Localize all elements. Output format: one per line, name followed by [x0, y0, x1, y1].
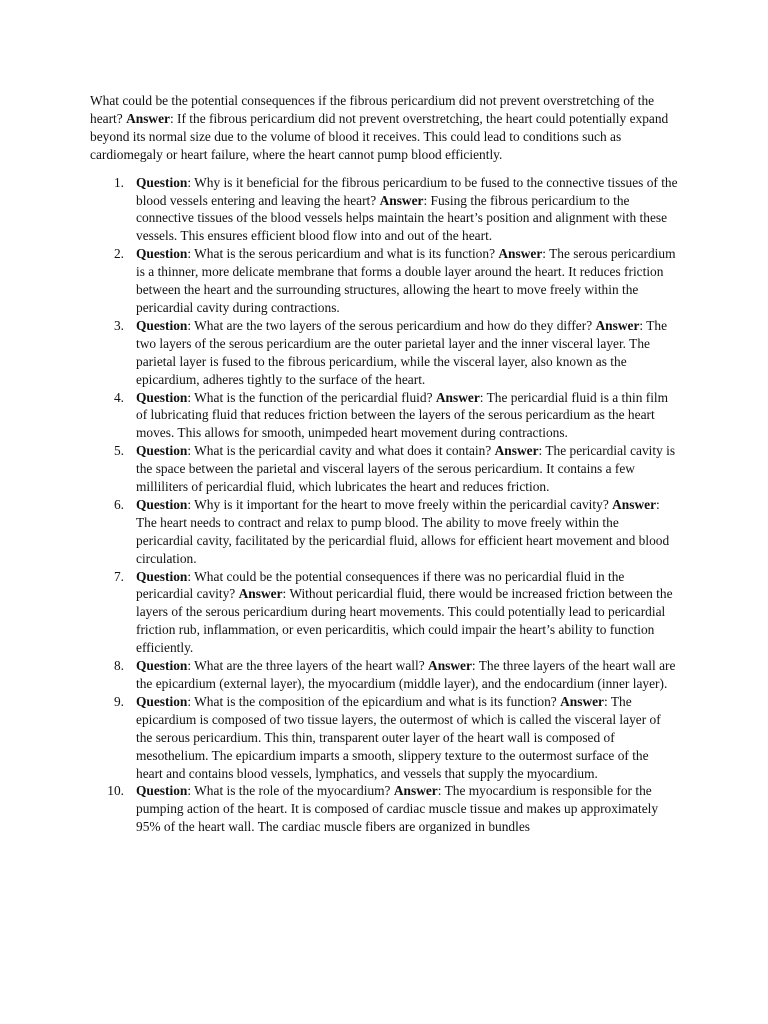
answer-label: Answer [595, 317, 640, 333]
question-text: : What is the composition of the epicardium and what is its function? [187, 693, 557, 709]
answer-label: Answer [435, 389, 480, 405]
list-item [90, 693, 678, 783]
answer-text: : The heart needs to contract and relax to pump blood. The ability to move freely within the pericardial cavity, facilitated by the pericardial fluid, allows for efficient heart movement and blood circulation. [136, 496, 670, 566]
answer-text: : Without pericardial fluid, there would be increased friction between the layers of the serous pericardium during heart movements. This could potentially lead to pericardial friction rub, inflammation, or even pericarditis, which could impair the heart’s ability to function efficiently. [136, 586, 673, 656]
question-text: : What are the two layers of the serous pericardium and how do they differ? [187, 317, 593, 333]
list-item [90, 317, 678, 389]
answer-label: Answer [393, 783, 438, 799]
question-label: Question [136, 246, 188, 262]
list-item [90, 442, 678, 496]
intro-question: What could be the potential consequences if the fibrous pericardium did not prevent overstretching of the heart? [90, 93, 655, 126]
question-label: Question [136, 174, 188, 190]
question-label: Question [136, 317, 188, 333]
question-text: : What could be the potential consequences if there was no pericardial fluid in the pericardial cavity? [136, 568, 625, 602]
intro-answer-label: Answer [126, 110, 170, 126]
answer-text: : Fusing the fibrous pericardium to the connective tissues of the blood vessels helps maintain the heart’s position and alignment with these vessels. This ensures efficient blood flow into and out of the heart. [136, 192, 668, 244]
item-number: 1. [113, 174, 124, 190]
item-number: 10. [107, 783, 124, 799]
answer-label: Answer [560, 693, 604, 709]
answer-text: : The pericardial cavity is the space between the parietal and visceral layers of the serous pericardium. It contains a few milliliters of pericardial fluid, which lubricates the heart and reduces friction. [136, 443, 676, 495]
item-number: 7. [113, 568, 124, 584]
item-number: 5. [113, 443, 124, 459]
item-number: 9. [113, 693, 124, 709]
document-page [90, 92, 678, 836]
question-label: Question [136, 496, 188, 512]
item-number: 2. [113, 246, 124, 262]
question-text: : Why is it important for the heart to move freely within the pericardial cavity? [187, 496, 609, 512]
question-text: : What is the pericardial cavity and what does it contain? [187, 443, 492, 459]
list-item [90, 496, 678, 568]
intro-paragraph [90, 92, 678, 164]
question-label: Question [136, 693, 188, 709]
question-text: : What are the three layers of the heart wall? [187, 658, 425, 674]
list-item [90, 568, 678, 658]
question-text: : What is the function of the pericardial fluid? [187, 389, 433, 405]
question-text: : Why is it beneficial for the fibrous pericardium to be fused to the connective tissues of the blood vessels entering and leaving the heart? [136, 174, 678, 208]
list-item [90, 657, 678, 693]
answer-text: : The pericardial fluid is a thin film of lubricating fluid that reduces friction between the layers of the serous pericardium as the heart moves. This allows for smooth, unimpeded heart movement during contractions. [136, 389, 669, 441]
item-number: 3. [113, 317, 124, 333]
question-label: Question [136, 389, 188, 405]
question-text: : What is the role of the myocardium? [187, 783, 391, 799]
question-label: Question [136, 443, 188, 459]
question-text: : What is the serous pericardium and what is its function? [187, 246, 496, 262]
answer-label: Answer [494, 443, 539, 459]
qa-list [90, 174, 678, 837]
list-item [90, 782, 678, 836]
question-label: Question [136, 658, 188, 674]
question-label: Question [136, 783, 188, 799]
answer-label: Answer [498, 246, 543, 262]
answer-label: Answer [379, 192, 424, 208]
answer-label: Answer [238, 586, 283, 602]
intro-answer: : If the fibrous pericardium did not prevent overstretching, the heart could potentially expand beyond its normal size due to the volume of blood it receives. This could lead to conditions such as cardiomegaly or heart failure, where the heart cannot pump blood efficiently. [90, 110, 669, 162]
item-number: 4. [113, 389, 124, 405]
list-item [90, 389, 678, 443]
item-number: 8. [113, 658, 124, 674]
list-item [90, 174, 678, 246]
list-item [90, 245, 678, 317]
question-label: Question [136, 568, 188, 584]
answer-label: Answer [428, 658, 472, 674]
answer-text: : The three layers of the heart wall are the epicardium (external layer), the myocardium (middle layer), and the endocardium (inner layer). [136, 658, 676, 691]
answer-text: : The serous pericardium is a thinner, more delicate membrane that forms a double layer around the heart. It reduces friction between the heart and the surrounding structures, allowing the heart to move freely within the pericardial cavity during contractions. [136, 246, 676, 315]
answer-text: : The epicardium is composed of two tissue layers, the outermost of which is called the visceral layer of the serous pericardium. This thin, transparent outer layer of the heart wall is composed of mesothelium. The epicardium imparts a smooth, slippery texture to the outermost surface of the heart and contains blood vessels, lymphatics, and vessels that supply the myocardium. [136, 693, 661, 781]
item-number: 6. [113, 496, 124, 512]
answer-text: : The myocardium is responsible for the pumping action of the heart. It is composed of cardiac muscle tissue and makes up approximately 95% of the heart wall. The cardiac muscle fibers are organized in bundles [136, 783, 659, 835]
answer-label: Answer [612, 496, 657, 512]
answer-text: : The two layers of the serous pericardium are the outer parietal layer and the inner visceral layer. The parietal layer is fused to the fibrous pericardium, while the visceral layer, also known as the epicardium, adheres tightly to the surface of the heart. [136, 317, 668, 387]
